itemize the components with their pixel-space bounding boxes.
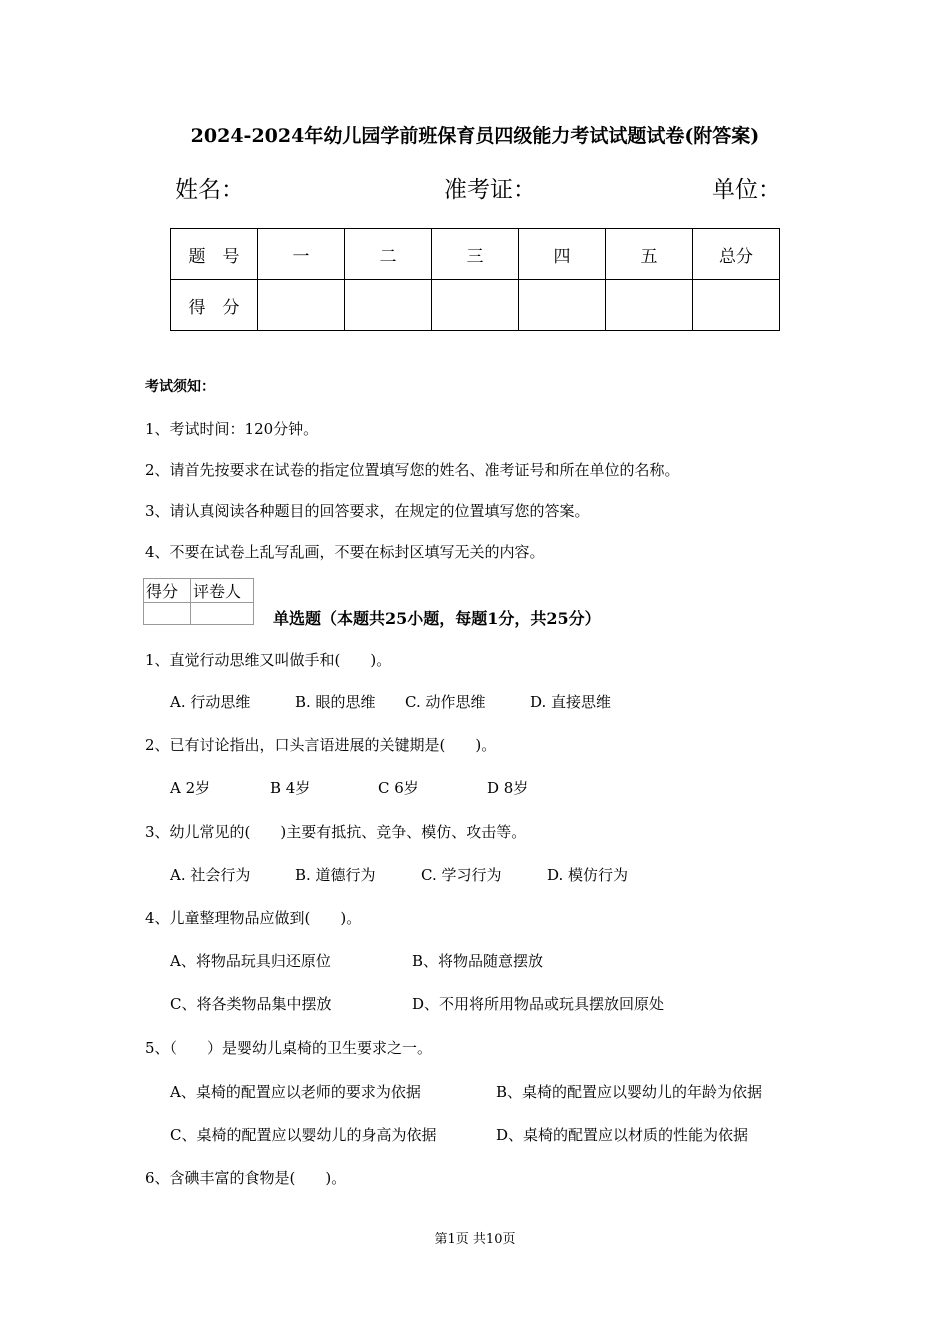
question-option[interactable]: A、桌椅的配置应以老师的要求为依据 — [170, 1083, 421, 1101]
header-cell: 二 — [345, 229, 432, 280]
grader-score-label: 得分 — [144, 579, 191, 603]
notice-item: 2、请首先按要求在试卷的指定位置填写您的姓名、准考证号和所在单位的名称。 — [145, 461, 680, 479]
score-cell[interactable] — [519, 280, 606, 331]
question-option[interactable]: D、不用将所用物品或玩具摆放回原处 — [412, 995, 665, 1013]
question-option[interactable]: C. 学习行为 — [421, 866, 502, 884]
notice-heading: 考试须知： — [145, 379, 215, 395]
question-option[interactable]: A 2岁 — [170, 779, 211, 797]
question-option[interactable]: A、将物品玩具归还原位 — [170, 952, 331, 970]
score-table-score-row — [171, 280, 780, 331]
question-option[interactable]: B、将物品随意摆放 — [412, 952, 544, 970]
grader-box — [143, 578, 254, 625]
score-cell[interactable] — [345, 280, 432, 331]
exam-id-field-label: 准考证： — [444, 177, 536, 203]
unit-field-label: 单位： — [712, 177, 781, 203]
question-option[interactable]: D. 直接思维 — [530, 693, 612, 711]
question-option[interactable]: C、桌椅的配置应以婴幼儿的身高为依据 — [170, 1126, 437, 1144]
page-footer: 第1页 共10页 — [434, 1232, 516, 1247]
question-stem: 2、已有讨论指出，口头言语进展的关键期是( )。 — [145, 736, 497, 754]
header-cell: 总分 — [693, 229, 780, 280]
question-stem: 5、（ ）是婴幼儿桌椅的卫生要求之一。 — [145, 1039, 433, 1057]
question-option[interactable]: D. 模仿行为 — [547, 866, 629, 884]
question-stem: 4、儿童整理物品应做到( )。 — [145, 909, 362, 927]
question-option[interactable]: B 4岁 — [270, 779, 311, 797]
question-stem: 6、含碘丰富的食物是( )。 — [145, 1169, 347, 1187]
question-option[interactable]: B、桌椅的配置应以婴幼儿的年龄为依据 — [496, 1083, 763, 1101]
grader-score-cell[interactable] — [144, 603, 191, 625]
header-cell: 四 — [519, 229, 606, 280]
section-title: 单选题（本题共25小题，每题1分，共25分） — [273, 609, 601, 628]
notice-item: 4、不要在试卷上乱写乱画，不要在标封区填写无关的内容。 — [145, 543, 545, 561]
header-cell: 三 — [432, 229, 519, 280]
name-field-label: 姓名： — [175, 177, 244, 203]
question-option[interactable]: D、桌椅的配置应以材质的性能为依据 — [496, 1126, 749, 1144]
header-cell: 一 — [258, 229, 345, 280]
question-stem: 1、直觉行动思维又叫做手和( )。 — [145, 651, 392, 669]
question-option[interactable]: A. 行动思维 — [170, 693, 251, 711]
score-cell[interactable] — [606, 280, 693, 331]
question-option[interactable]: C 6岁 — [378, 779, 419, 797]
notice-item: 1、考试时间：120分钟。 — [145, 420, 319, 438]
grader-name-cell[interactable] — [191, 603, 254, 625]
notice-item: 3、请认真阅读各种题目的回答要求，在规定的位置填写您的答案。 — [145, 502, 590, 520]
page-title: 2024-2024年幼儿园学前班保育员四级能力考试试题试卷(附答案) — [190, 125, 760, 147]
question-option[interactable]: B. 道德行为 — [295, 866, 376, 884]
question-option[interactable]: B. 眼的思维 — [295, 693, 376, 711]
score-row-label: 得 分 — [171, 280, 258, 331]
question-option[interactable]: A. 社会行为 — [170, 866, 251, 884]
header-cell: 五 — [606, 229, 693, 280]
score-table-header-row — [171, 229, 780, 280]
question-option[interactable]: D 8岁 — [487, 779, 529, 797]
score-cell[interactable] — [693, 280, 780, 331]
question-option[interactable]: C. 动作思维 — [405, 693, 486, 711]
header-cell: 题 号 — [171, 229, 258, 280]
score-cell[interactable] — [432, 280, 519, 331]
score-cell[interactable] — [258, 280, 345, 331]
question-option[interactable]: C、将各类物品集中摆放 — [170, 995, 332, 1013]
score-table — [170, 228, 780, 331]
question-stem: 3、幼儿常见的( )主要有抵抗、竞争、模仿、攻击等。 — [145, 823, 527, 841]
grader-name-label: 评卷人 — [191, 579, 254, 603]
